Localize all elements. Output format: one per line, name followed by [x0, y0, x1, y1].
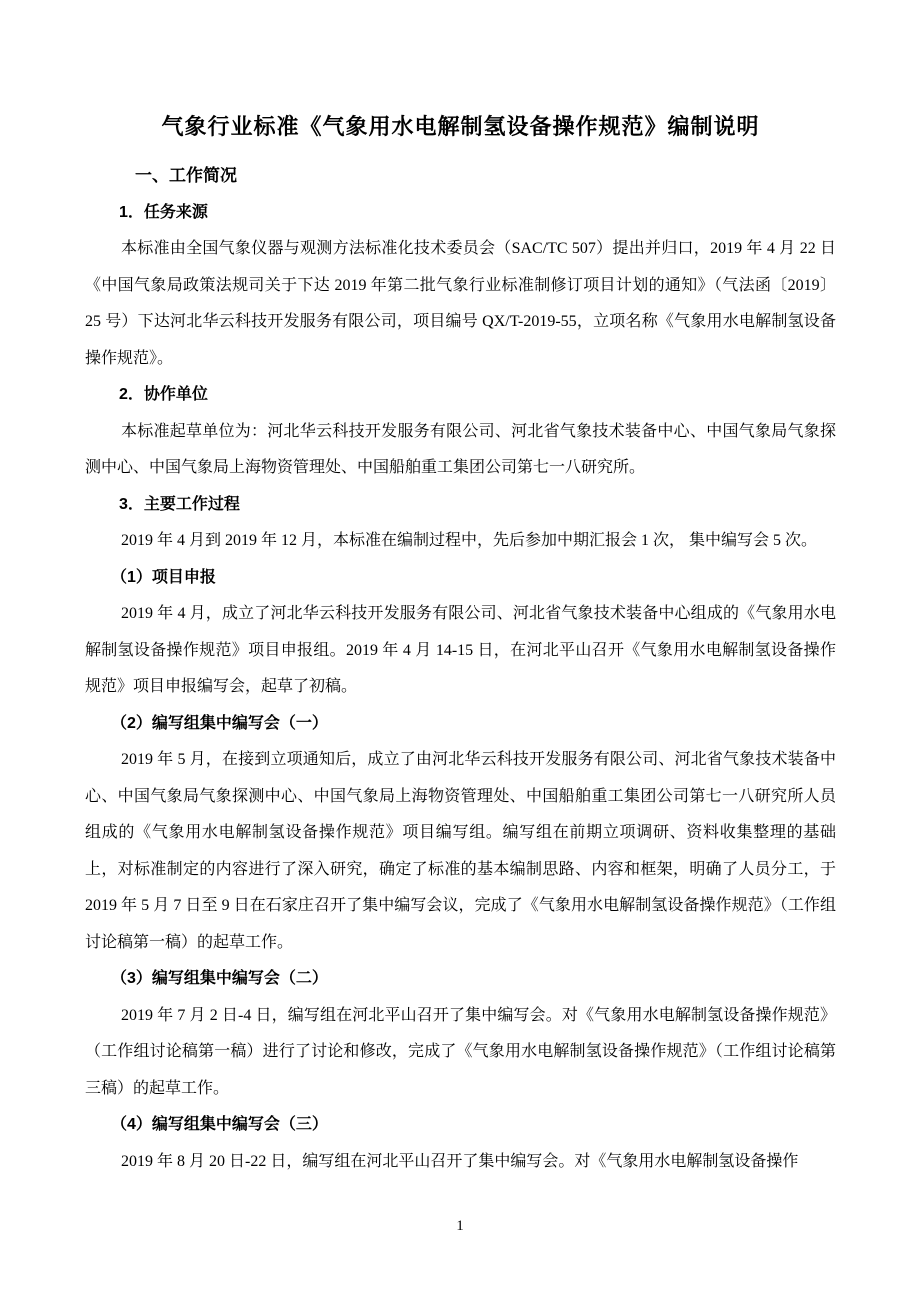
paragraph-task-source: 本标准由全国气象仪器与观测方法标准化技术委员会（SAC/TC 507）提出并归口，2019 年 4 月 22 日《中国气象局政策法规司关于下达 2019 年第二批气象行业标准制修订项目计划的通知》（气法函〔2019〕25 号）下达河北华云科技开发服务有限公司，项目编号 QX/T-2019-55，立项名称《气象用水电解制氢设备操作规范》。	[85, 240, 836, 367]
sub-heading-writing-meeting-2: （3）编写组集中编写会（二）	[111, 970, 328, 987]
paragraph-project-application: 2019 年 4 月，成立了河北华云科技开发服务有限公司、河北省气象技术装备中心组成的《气象用水电解制氢设备操作规范》项目申报组。2019 年 4 月 14-15 日，在河北平山召开《气象用水电解制氢设备操作规范》项目申报编写会，起草了初稿。	[85, 605, 836, 695]
doc-title: 气象行业标准《气象用水电解制氢设备操作规范》编制说明	[161, 114, 760, 139]
paragraph-cooperating-units: 本标准起草单位为：河北华云科技开发服务有限公司、河北省气象技术装备中心、中国气象局气象探测中心、中国气象局上海物资管理处、中国船舶重工集团公司第七一八研究所。	[85, 422, 836, 476]
sub-heading-task-source: 1．任务来源	[119, 203, 208, 221]
paragraph-main-work-process: 2019 年 4 月到 2019 年 12 月，本标准在编制过程中，先后参加中期汇报会 1 次， 集中编写会 5 次。	[121, 532, 818, 549]
section-heading-work-overview: 一、工作简况	[135, 166, 237, 185]
paragraph-writing-meeting-3: 2019 年 8 月 20 日-22 日，编写组在河北平山召开了集中编写会。对《气象用水电解制氢设备操作	[121, 1152, 799, 1170]
sub-heading-writing-meeting-3: （4）编写组集中编写会（三）	[111, 1116, 328, 1133]
sub-heading-main-work-process: 3．主要工作过程	[119, 495, 240, 513]
sub-heading-writing-meeting-1: （2）编写组集中编写会（一）	[111, 714, 328, 732]
sub-heading-project-application: （1）项目申报	[111, 568, 216, 586]
sub-heading-cooperating-units: 2．协作单位	[119, 386, 208, 403]
paragraph-writing-meeting-1: 2019 年 5 月，在接到立项通知后，成立了由河北华云科技开发服务有限公司、河北省气象技术装备中心、中国气象局气象探测中心、中国气象局上海物资管理处、中国船舶重工集团公司第七一八研究所人员组成的《气象用水电解制氢设备操作规范》项目编写组。编写组在前期立项调研、资料收集整理的基础上，对标准制定的内容进行了深入研究，确定了标准的基本编制思路、内容和框架，明确了人员分工，于 2019 年 5 月 7 日至 9 日在石家庄召开了集中编写会议，完成了《气象用水电解制氢设备操作规范》（工作组讨论稿第一稿）的起草工作。	[85, 751, 836, 951]
document-body	[85, 158, 836, 1180]
page-number: 1	[456, 1218, 464, 1234]
paragraph-writing-meeting-2: 2019 年 7 月 2 日-4 日，编写组在河北平山召开了集中编写会。对《气象用水电解制氢设备操作规范》（工作组讨论稿第一稿）进行了讨论和修改，完成了《气象用水电解制氢设备操作规范》（工作组讨论稿第三稿）的起草工作。	[85, 1006, 836, 1097]
